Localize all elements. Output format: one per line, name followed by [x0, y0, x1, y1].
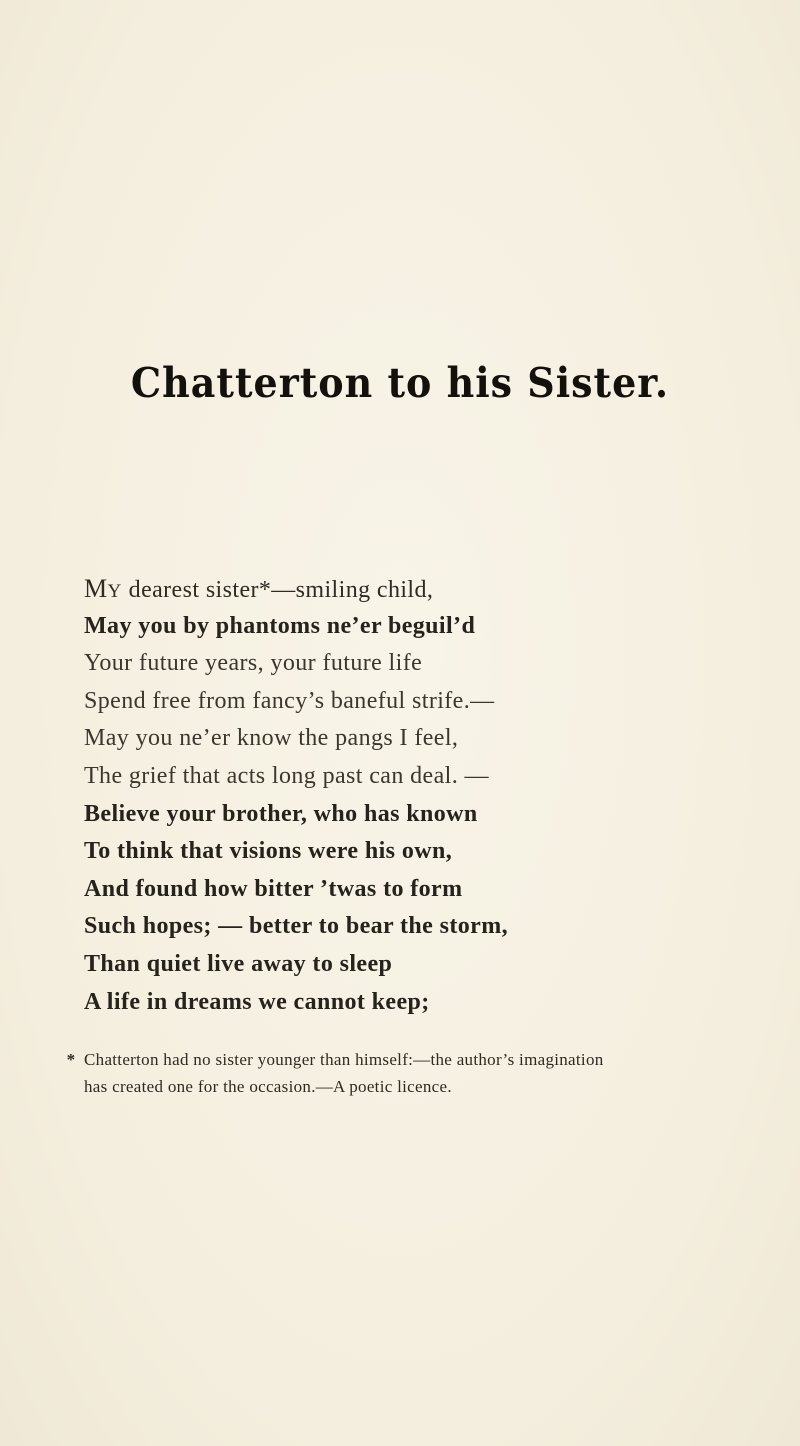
- poem-line-2: May you by phantoms ne’er beguil’d: [84, 612, 476, 639]
- poem-line-9: And found how bitter ’twas to form: [84, 875, 463, 902]
- poem-line-8: To think that visions were his own,: [84, 838, 453, 865]
- footnote-line-2: has created one for the occasion.—A poetic licence.: [84, 1077, 452, 1096]
- poem-line-11: Than quiet live away to sleep: [84, 950, 393, 977]
- poem-line-1: [84, 570, 724, 608]
- footnote: [58, 1046, 798, 1100]
- line-text: dearest sister*—smiling child,: [122, 577, 434, 603]
- poem-body: [84, 570, 724, 1021]
- poem-line-4: Spend free from fancy’s baneful strife.—: [84, 687, 495, 714]
- poem-line-10: Such hopes; — better to bear the storm,: [84, 913, 509, 940]
- poem-title: Chatterton to his Sister.: [130, 358, 670, 407]
- poem-line-3: Your future years, your future life: [84, 650, 423, 677]
- poem-line-6: The grief that acts long past can deal. —: [84, 762, 489, 789]
- footnote-marker: *: [66, 1050, 76, 1069]
- poem-line-7: Believe your brother, who has known: [84, 800, 478, 827]
- poem-line-12: A life in dreams we cannot keep;: [84, 988, 430, 1015]
- footnote-text: Chatterton had no sister younger than himself:—the author’s imagination: [84, 1050, 604, 1069]
- poem-line-5: May you ne’er know the pangs I feel,: [84, 725, 459, 752]
- drop-cap: M: [84, 574, 108, 603]
- small-caps: Y: [107, 581, 123, 602]
- footnote-line-1: [58, 1046, 798, 1073]
